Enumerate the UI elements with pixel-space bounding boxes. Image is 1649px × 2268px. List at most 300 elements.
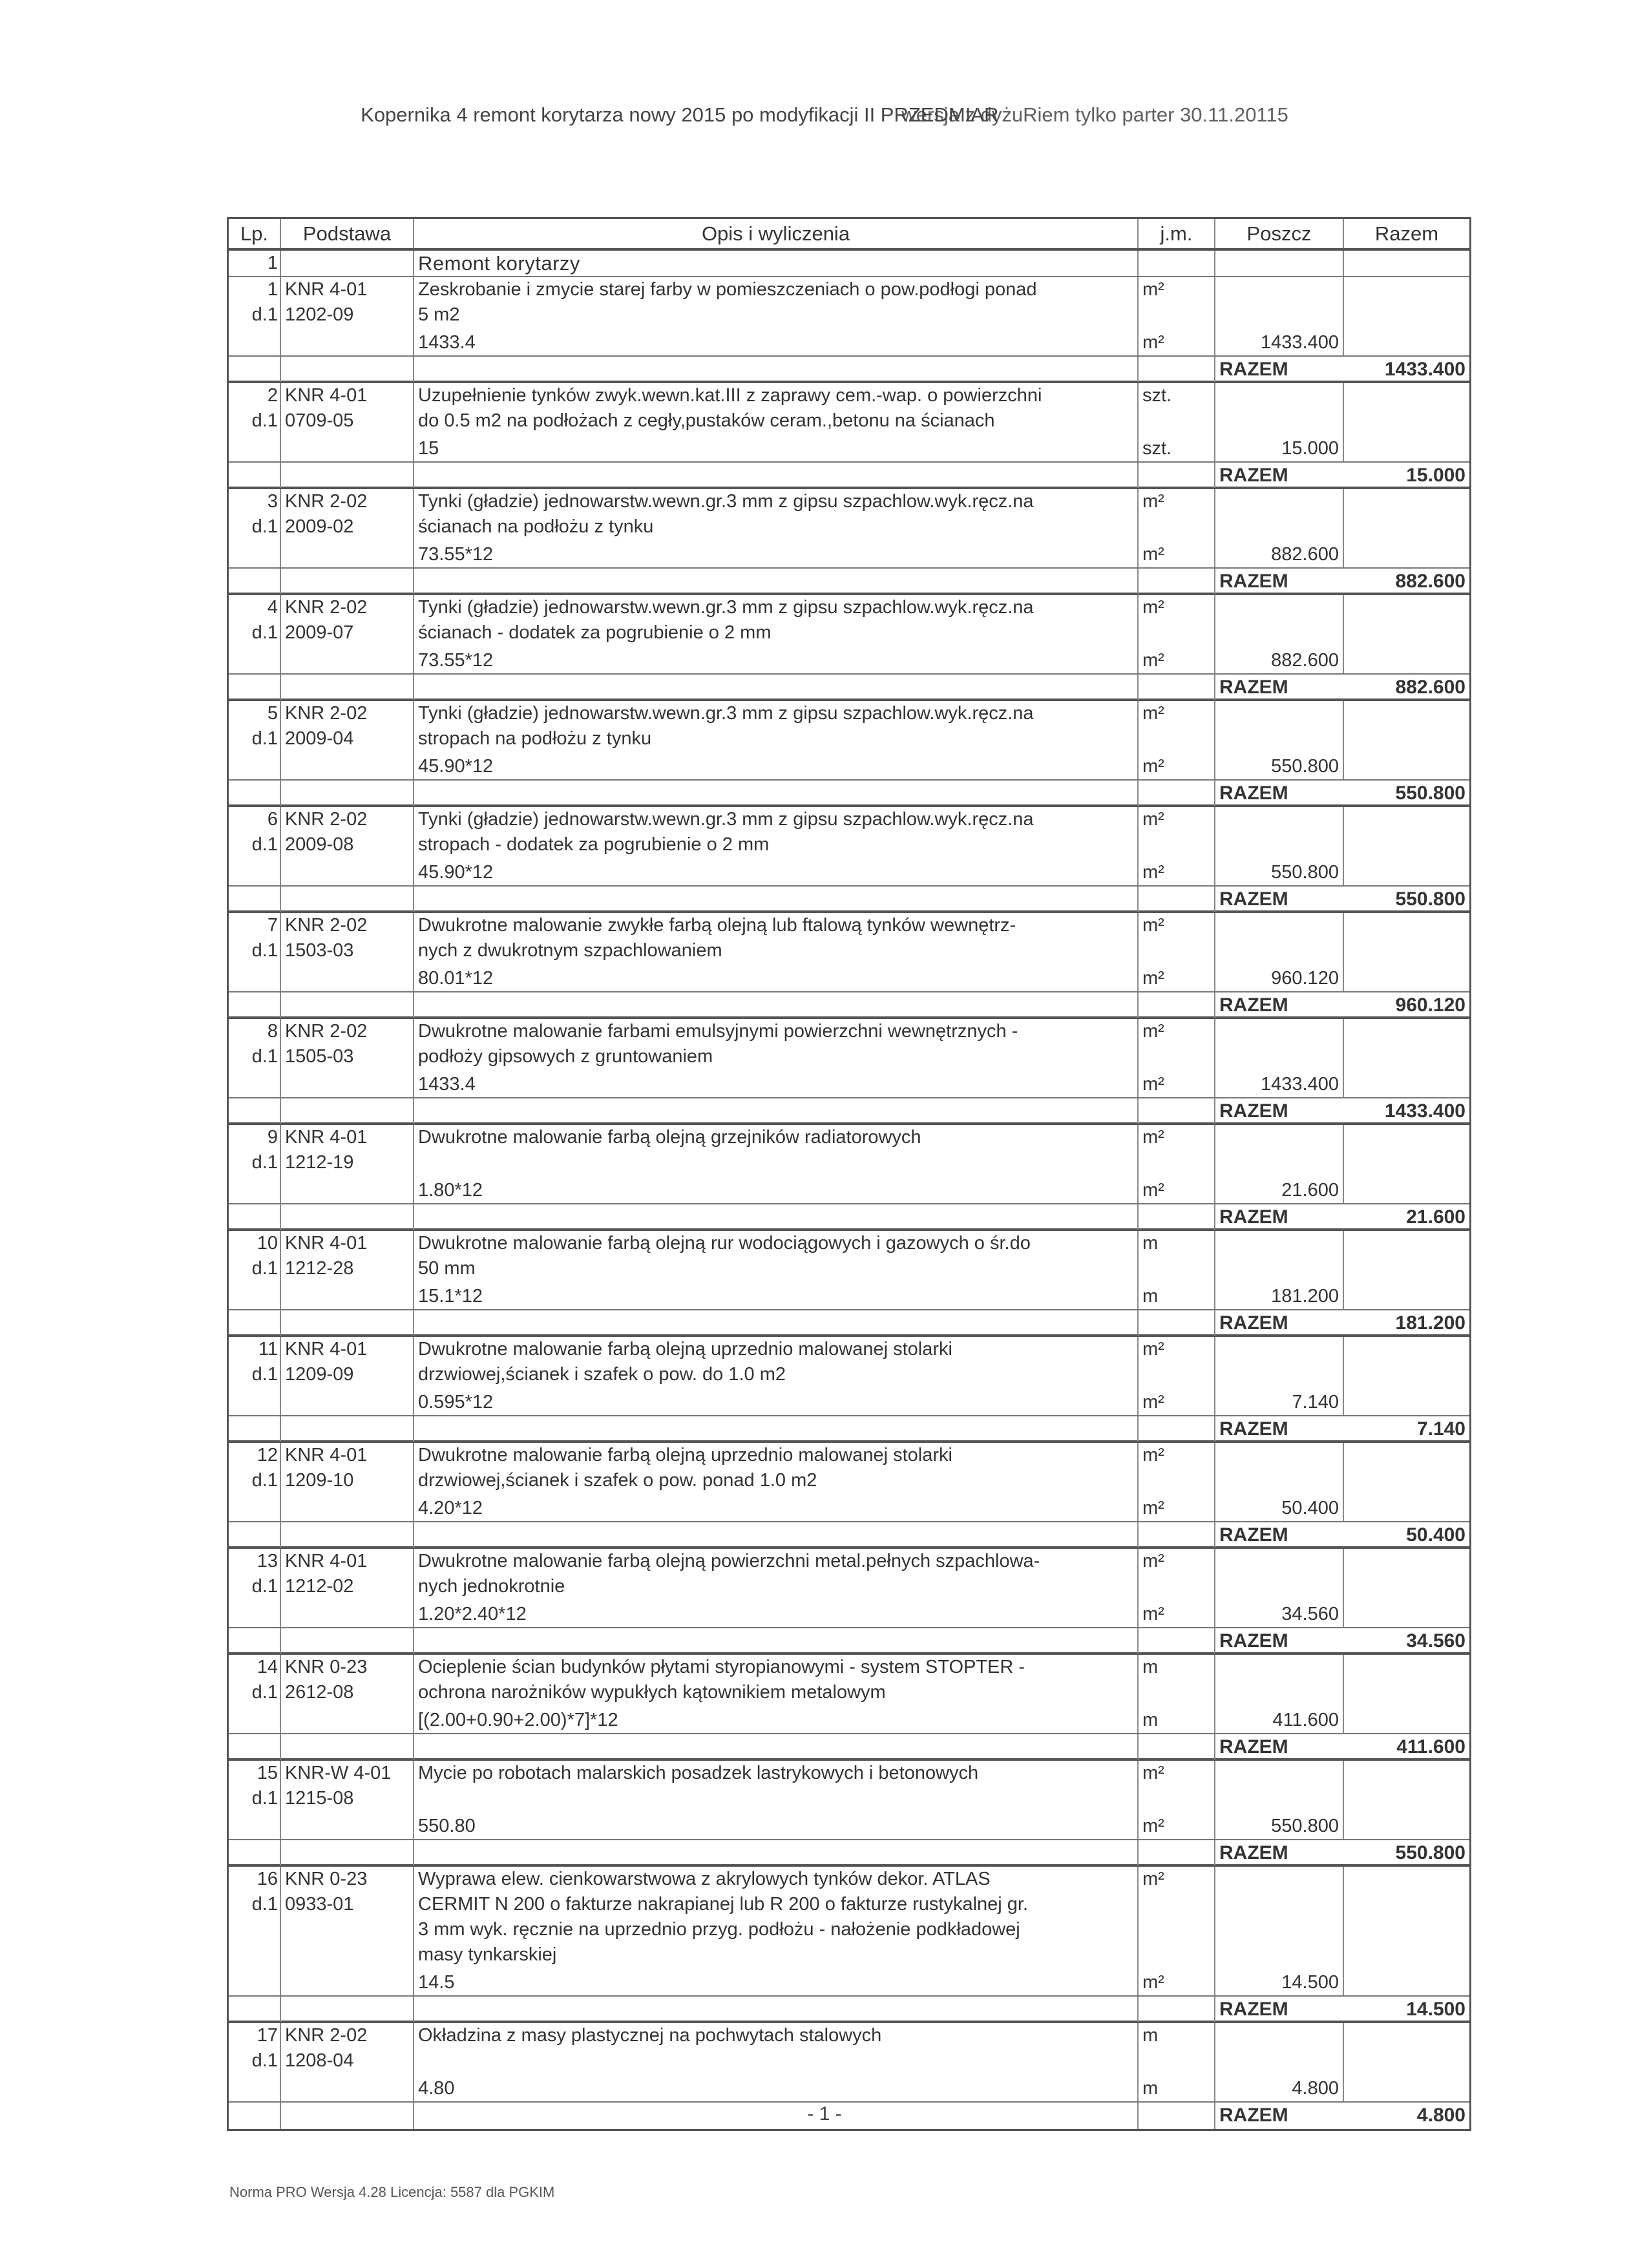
table-row [229, 1125, 1469, 1204]
table-row [229, 913, 1469, 992]
item-quantity: 550.800 [1271, 756, 1339, 777]
item-unit-cell [1137, 1443, 1214, 1521]
section-title: Remont korytarzy [413, 251, 1137, 276]
column-header-total: Razem [1343, 219, 1469, 248]
section-row [229, 251, 1469, 277]
item-basis [280, 1655, 413, 1733]
total-unit [1137, 992, 1214, 1018]
basis-position: 2612-08 [285, 1682, 354, 1703]
basis-position: 1202-09 [285, 304, 354, 325]
total-value: 1433.400 [1384, 359, 1465, 380]
total-lp [229, 1098, 280, 1124]
item-calculation: 1.20*2.40*12 [418, 1604, 527, 1624]
item-total-cell [1343, 701, 1469, 779]
total-basis [280, 1098, 413, 1124]
total-label: RAZEM [1214, 1734, 1343, 1759]
total-label: RAZEM [1214, 781, 1343, 806]
section-unit [1137, 251, 1214, 276]
item-lp: 17 [257, 2025, 278, 2046]
item-lp: 11 [258, 1339, 278, 1360]
item-lp: 9 [267, 1127, 278, 1148]
item-unit-calc: szt. [1142, 438, 1172, 459]
item-total-cell [1343, 1125, 1469, 1203]
item-basis [280, 701, 413, 779]
item-basis [280, 1231, 413, 1309]
item-calculation: 14.5 [418, 1972, 455, 1993]
item-unit: m² [1142, 915, 1164, 936]
item-quantity-cell [1214, 1231, 1343, 1309]
item-unit: m² [1142, 1551, 1164, 1571]
total-label: RAZEM [1214, 1997, 1343, 2022]
item-basis [280, 383, 413, 461]
item-lp: 5 [267, 703, 278, 724]
total-row [229, 887, 1469, 913]
item-quantity-cell [1214, 913, 1343, 991]
item-unit-cell [1137, 913, 1214, 991]
item-description: Dwukrotne malowanie farbami emulsyjnymi powierzchni wewnętrznych - podłoży gipsowych z gruntowaniem [418, 1021, 1018, 1067]
item-calculation: 15 [418, 438, 439, 459]
item-quantity: 1433.400 [1261, 1074, 1339, 1095]
section-quantity [1214, 251, 1343, 276]
section-number: 1 [267, 253, 278, 273]
item-description: Dwukrotne malowanie farbą olejną powierzchni metal.pełnych szpachlowa- nych jednokrotnie [418, 1551, 1040, 1597]
total-label: RAZEM [1214, 1416, 1343, 1442]
item-sub: d.1 [251, 1894, 278, 1915]
document-title-overlap: wersja z dyżuRiem tylko parter 30.11.20115 [901, 103, 1288, 126]
total-unit [1137, 1522, 1214, 1548]
item-unit: m² [1142, 1869, 1164, 1889]
total-basis [280, 1310, 413, 1336]
total-lp [229, 1522, 280, 1548]
basis-catalog: KNR 2-02 [285, 2025, 368, 2046]
item-total-cell [1343, 277, 1469, 355]
total-basis [280, 1840, 413, 1865]
total-row [229, 1734, 1469, 1761]
total-desc [413, 675, 1137, 700]
item-number [229, 913, 280, 991]
item-number [229, 489, 280, 567]
item-unit-cell [1137, 277, 1214, 355]
item-total-cell [1343, 1337, 1469, 1415]
total-unit [1137, 1997, 1214, 2022]
item-number [229, 383, 280, 461]
basis-position: 1212-19 [285, 1152, 354, 1173]
total-row [229, 1840, 1469, 1867]
item-unit-calc: m² [1142, 1972, 1164, 1993]
item-calculation: 1.80*12 [418, 1180, 483, 1201]
item-unit-calc: m² [1142, 1074, 1164, 1095]
item-unit-cell [1137, 489, 1214, 567]
item-unit-calc: m² [1142, 1392, 1164, 1412]
column-header-lp: Lp. [240, 222, 269, 245]
item-basis [280, 489, 413, 567]
item-calculation: 550.80 [418, 1816, 476, 1836]
item-number [229, 1125, 280, 1203]
total-unit [1137, 357, 1214, 382]
total-desc [413, 357, 1137, 382]
item-lp: 3 [267, 491, 278, 512]
total-unit [1137, 1734, 1214, 1759]
total-unit [1137, 1628, 1214, 1654]
item-unit: m² [1142, 1127, 1164, 1148]
item-unit: m [1142, 1233, 1159, 1254]
item-unit-calc: m² [1142, 1816, 1164, 1836]
item-total-cell [1343, 1443, 1469, 1521]
item-sub: d.1 [251, 940, 278, 961]
basis-catalog: KNR 0-23 [285, 1657, 368, 1677]
basis-position: 2009-08 [285, 834, 354, 855]
total-desc [413, 1522, 1137, 1548]
total-value: 882.600 [1395, 677, 1465, 698]
item-sub: d.1 [251, 410, 278, 431]
total-unit [1137, 1416, 1214, 1442]
software-footer: Norma PRO Wersja 4.28 Licencja: 5587 dla PGKIM [229, 2184, 555, 2200]
item-unit-cell [1137, 383, 1214, 461]
basis-catalog: KNR 4-01 [285, 279, 368, 300]
total-lp [229, 675, 280, 700]
item-description-cell [413, 913, 1137, 991]
item-sub: d.1 [251, 1470, 278, 1491]
item-total-cell [1343, 1231, 1469, 1309]
page-number: - 1 - [807, 2103, 842, 2125]
item-number [229, 1337, 280, 1415]
total-value: 960.120 [1395, 994, 1465, 1016]
table-row [229, 1655, 1469, 1734]
total-value: 882.600 [1395, 571, 1465, 592]
total-lp [229, 781, 280, 806]
item-description: Dwukrotne malowanie farbą olejną grzejników radiatorowych [418, 1127, 921, 1148]
item-total-cell [1343, 1549, 1469, 1627]
total-value: 550.800 [1395, 1842, 1465, 1864]
item-basis [280, 1443, 413, 1521]
total-row [229, 463, 1469, 489]
item-unit-calc: m [1142, 2078, 1159, 2099]
item-quantity-cell [1214, 2023, 1343, 2101]
item-basis [280, 1549, 413, 1627]
total-unit [1137, 781, 1214, 806]
total-lp [229, 1840, 280, 1865]
item-sub: d.1 [251, 1576, 278, 1597]
total-label: RAZEM [1214, 675, 1343, 700]
item-sub: d.1 [251, 2050, 278, 2071]
item-description: Dwukrotne malowanie farbą olejną uprzednio malowanej stolarki drzwiowej,ścianek i szafek o pow. do 1.0 m2 [418, 1339, 952, 1385]
item-calculation: 1433.4 [418, 1074, 476, 1095]
item-basis [280, 807, 413, 885]
item-unit: m² [1142, 597, 1164, 618]
table-row [229, 1231, 1469, 1310]
item-lp: 13 [257, 1551, 278, 1571]
item-description: Wyprawa elew. cienkowarstwowa z akrylowych tynków dekor. ATLAS CERMIT N 200 o fakturze nakrapianej lub R 200 o fakturze rustykalnej gr. 3 mm wyk. ręcznie na uprzednio przyg. podłożu - nałożenie podkładowej masy tynkarskiej [418, 1869, 1029, 1965]
basis-catalog: KNR 2-02 [285, 809, 368, 830]
item-unit-cell [1137, 2023, 1214, 2101]
item-quantity-cell [1214, 1549, 1343, 1627]
total-value: 1433.400 [1384, 1100, 1465, 1122]
item-total-cell [1343, 383, 1469, 461]
item-unit: m² [1142, 1339, 1164, 1360]
item-unit-cell [1137, 807, 1214, 885]
total-unit [1137, 463, 1214, 488]
basis-catalog: KNR 4-01 [285, 1551, 368, 1571]
item-quantity-cell [1214, 807, 1343, 885]
item-unit-calc: m² [1142, 968, 1164, 989]
section-basis [280, 251, 413, 276]
total-unit [1137, 1204, 1214, 1230]
item-basis [280, 2023, 413, 2101]
item-description-cell [413, 1019, 1137, 1097]
total-lp [229, 887, 280, 912]
basis-position: 1209-09 [285, 1364, 354, 1385]
item-quantity: 882.600 [1271, 544, 1339, 565]
total-label: RAZEM [1214, 1628, 1343, 1654]
total-row [229, 1098, 1469, 1125]
basis-catalog: KNR 4-01 [285, 1445, 368, 1465]
total-basis [280, 992, 413, 1018]
basis-position: 1209-10 [285, 1470, 354, 1491]
item-quantity-cell [1214, 1125, 1343, 1203]
item-description: Dwukrotne malowanie farbą olejną rur wodociągowych i gazowych o śr.do 50 mm [418, 1233, 1031, 1279]
item-quantity: 1433.400 [1261, 332, 1339, 353]
basis-position: 1212-02 [285, 1576, 354, 1597]
item-unit-calc: m² [1142, 1498, 1164, 1518]
column-header-quantity: Poszcz [1214, 219, 1343, 248]
item-quantity-cell [1214, 1019, 1343, 1097]
total-row [229, 1416, 1469, 1443]
item-description: Dwukrotne malowanie farbą olejną uprzednio malowanej stolarki drzwiowej,ścianek i szafek o pow. ponad 1.0 m2 [418, 1445, 952, 1491]
total-label: RAZEM [1214, 1522, 1343, 1548]
item-unit-calc: m [1142, 1710, 1159, 1730]
item-sub: d.1 [251, 1152, 278, 1173]
total-lp [229, 1628, 280, 1654]
item-lp: 2 [267, 385, 278, 406]
item-sub: d.1 [251, 1682, 278, 1703]
total-basis [280, 1416, 413, 1442]
item-number [229, 1761, 280, 1839]
total-value: 550.800 [1395, 888, 1465, 910]
total-label: RAZEM [1214, 1098, 1343, 1124]
item-unit: m² [1142, 1445, 1164, 1465]
item-total-cell [1343, 1867, 1469, 1995]
item-calculation: 1433.4 [418, 332, 476, 353]
item-quantity: 15.000 [1281, 438, 1339, 459]
total-label: RAZEM [1214, 569, 1343, 594]
total-basis [280, 1628, 413, 1654]
item-description-cell [413, 1549, 1137, 1627]
item-unit: m² [1142, 703, 1164, 724]
item-description: Zeskrobanie i zmycie starej farby w pomieszczeniach o pow.podłogi ponad 5 m2 [418, 279, 1037, 325]
total-value: 50.400 [1406, 1524, 1465, 1546]
item-description: Dwukrotne malowanie zwykłe farbą olejną lub ftalową tynków wewnętrz- nych z dwukrotnym szpachlowaniem [418, 915, 1016, 961]
total-value: 181.200 [1395, 1312, 1465, 1334]
item-calculation: 4.80 [418, 2078, 455, 2099]
item-calculation: 73.55*12 [418, 544, 494, 565]
total-desc [413, 1734, 1137, 1759]
item-quantity: 411.600 [1272, 1710, 1339, 1730]
table-row [229, 2023, 1469, 2103]
total-lp [229, 992, 280, 1018]
total-unit [1137, 887, 1214, 912]
item-total-cell [1343, 913, 1469, 991]
item-unit: m² [1142, 1763, 1164, 1783]
item-description-cell [413, 1867, 1137, 1995]
item-sub: d.1 [251, 834, 278, 855]
item-lp: 6 [267, 809, 278, 830]
item-sub: d.1 [251, 1788, 278, 1809]
item-number [229, 1549, 280, 1627]
basis-position: 1208-04 [285, 2050, 354, 2071]
table-row [229, 807, 1469, 887]
item-description-cell [413, 1761, 1137, 1839]
item-quantity-cell [1214, 383, 1343, 461]
item-unit: m² [1142, 279, 1164, 300]
item-description-cell [413, 1655, 1137, 1733]
item-unit-cell [1137, 1655, 1214, 1733]
total-lp [229, 357, 280, 382]
item-calculation: 73.55*12 [418, 650, 494, 671]
item-quantity: 181.200 [1271, 1286, 1339, 1307]
item-number [229, 277, 280, 355]
item-lp: 15 [257, 1763, 278, 1783]
total-unit [1137, 675, 1214, 700]
item-unit-cell [1137, 1019, 1214, 1097]
item-description: Tynki (gładzie) jednowarstw.wewn.gr.3 mm z gipsu szpachlow.wyk.ręcz.na ścianach - dodatek za pogrubienie o 2 mm [418, 597, 1034, 643]
basis-catalog: KNR-W 4-01 [285, 1763, 392, 1783]
total-row [229, 675, 1469, 701]
total-value: 550.800 [1395, 782, 1465, 804]
total-lp [229, 1310, 280, 1336]
item-basis [280, 1337, 413, 1415]
item-unit-calc: m² [1142, 1180, 1164, 1201]
total-label: RAZEM [1214, 463, 1343, 488]
item-number [229, 2023, 280, 2101]
total-desc [413, 992, 1137, 1018]
item-unit-calc: m² [1142, 650, 1164, 671]
total-value: 21.600 [1406, 1206, 1465, 1228]
item-total-cell [1343, 2023, 1469, 2101]
item-sub: d.1 [251, 728, 278, 749]
total-lp [229, 569, 280, 594]
item-description: Okładzina z masy plastycznej na pochwytach stalowych [418, 2025, 882, 2046]
table-row [229, 277, 1469, 357]
item-number [229, 1443, 280, 1521]
item-unit-calc: m² [1142, 1604, 1164, 1624]
table-row [229, 1549, 1469, 1628]
total-desc [413, 1416, 1137, 1442]
basis-catalog: KNR 4-01 [285, 1233, 368, 1254]
item-number [229, 1019, 280, 1097]
item-calculation: 15.1*12 [418, 1286, 483, 1307]
total-desc [413, 1628, 1137, 1654]
item-quantity: 550.800 [1271, 862, 1339, 883]
total-basis [280, 569, 413, 594]
total-desc [413, 1310, 1137, 1336]
item-unit-calc: m² [1142, 332, 1164, 353]
item-description: Tynki (gładzie) jednowarstw.wewn.gr.3 mm z gipsu szpachlow.wyk.ręcz.na stropach - dodatek za pogrubienie o 2 mm [418, 809, 1034, 855]
column-header-basis: Podstawa [280, 219, 413, 248]
item-calculation: [(2.00+0.90+2.00)*7]*12 [418, 1710, 618, 1730]
item-total-cell [1343, 807, 1469, 885]
item-description-cell [413, 1231, 1137, 1309]
item-lp: 16 [257, 1869, 278, 1889]
item-description-cell [413, 595, 1137, 673]
total-lp [229, 1416, 280, 1442]
item-description-cell [413, 383, 1137, 461]
item-lp: 4 [267, 597, 278, 618]
item-total-cell [1343, 1655, 1469, 1733]
total-value: 14.500 [1406, 1999, 1465, 2020]
item-quantity: 550.800 [1271, 1816, 1339, 1836]
total-desc [413, 781, 1137, 806]
item-calculation: 0.595*12 [418, 1392, 494, 1412]
total-desc [413, 463, 1137, 488]
basis-position: 2009-02 [285, 516, 354, 537]
total-row [229, 1522, 1469, 1549]
total-label: RAZEM [1214, 992, 1343, 1018]
item-quantity-cell [1214, 701, 1343, 779]
basis-catalog: KNR 2-02 [285, 915, 368, 936]
table-row [229, 1761, 1469, 1840]
item-quantity: 882.600 [1271, 650, 1339, 671]
item-unit-cell [1137, 1125, 1214, 1203]
total-value: 411.600 [1396, 1736, 1465, 1758]
item-sub: d.1 [251, 304, 278, 325]
item-basis [280, 277, 413, 355]
item-unit-calc: m² [1142, 862, 1164, 883]
item-unit-cell [1137, 1231, 1214, 1309]
item-basis [280, 1019, 413, 1097]
total-desc [413, 887, 1137, 912]
column-header-description: Opis i wyliczenia [413, 219, 1137, 248]
table-row [229, 1867, 1469, 1997]
total-row [229, 1310, 1469, 1337]
total-basis [280, 675, 413, 700]
item-unit: szt. [1142, 385, 1172, 406]
table-row [229, 1443, 1469, 1522]
table-row [229, 383, 1469, 463]
item-description-cell [413, 2023, 1137, 2101]
item-basis [280, 913, 413, 991]
basis-catalog: KNR 4-01 [285, 385, 368, 406]
total-basis [280, 1522, 413, 1548]
item-quantity: 4.800 [1292, 2078, 1339, 2099]
basis-position: 2009-07 [285, 622, 354, 643]
basis-catalog: KNR 0-23 [285, 1869, 368, 1889]
item-total-cell [1343, 595, 1469, 673]
item-unit-cell [1137, 701, 1214, 779]
total-lp [229, 1997, 280, 2022]
item-quantity: 960.120 [1271, 968, 1339, 989]
item-quantity: 7.140 [1292, 1392, 1339, 1412]
item-number [229, 701, 280, 779]
item-quantity-cell [1214, 277, 1343, 355]
item-unit-calc: m [1142, 1286, 1159, 1307]
total-lp [229, 463, 280, 488]
total-lp [229, 1204, 280, 1230]
item-unit: m [1142, 2025, 1159, 2046]
item-number [229, 1867, 280, 1995]
document-header [0, 103, 1649, 127]
total-basis [280, 1204, 413, 1230]
total-label: RAZEM [1214, 1204, 1343, 1230]
item-description-cell [413, 277, 1137, 355]
item-unit-cell [1137, 1867, 1214, 1995]
item-unit: m² [1142, 1021, 1164, 1042]
total-unit [1137, 1840, 1214, 1865]
total-row [229, 1204, 1469, 1231]
basis-position: 2009-04 [285, 728, 354, 749]
basis-position: 1503-03 [285, 940, 354, 961]
item-sub: d.1 [251, 622, 278, 643]
item-basis [280, 1761, 413, 1839]
